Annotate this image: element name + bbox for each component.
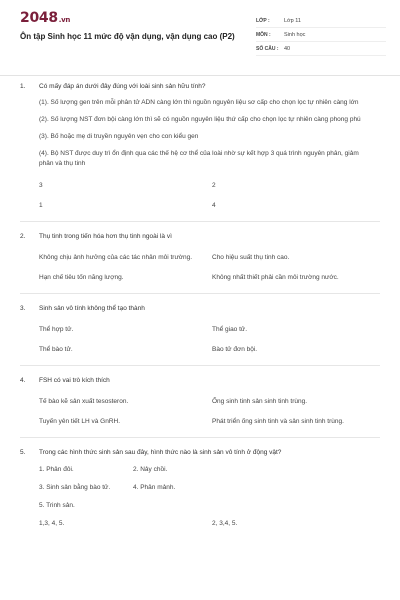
meta-grade: [256, 14, 386, 28]
choice-item: 4. Phân mảnh.: [133, 484, 176, 491]
statement: (2). Số lượng NST đơn bội càng lớn thì sẽ có nguồn nguyên liệu thứ cấp cho chọn lọc tự nhiên càng phong phú: [39, 116, 361, 123]
divider: [20, 221, 380, 222]
question-2: [0, 232, 400, 294]
choice-item: 5. Trinh sản.: [39, 502, 75, 509]
answer-option[interactable]: 3: [39, 182, 43, 189]
answer-option[interactable]: Bào tử đơn bội.: [212, 346, 258, 353]
page-header: [0, 0, 400, 76]
answer-option[interactable]: Ống sinh tinh sản sinh tinh trùng.: [212, 398, 308, 405]
question-number: 2.: [20, 233, 26, 240]
meta-grade-label: LỚP :: [256, 17, 270, 24]
question-number: 4.: [20, 377, 26, 384]
answer-option[interactable]: Không nhất thiết phải cần môi trường nước.: [212, 274, 339, 281]
meta-subject: [256, 28, 386, 42]
question-5: [0, 448, 400, 529]
meta-subject-label: MÔN :: [256, 31, 271, 38]
question-number: 1.: [20, 83, 26, 90]
answer-option[interactable]: 2: [212, 182, 216, 189]
answer-option[interactable]: Không chịu ảnh hưởng của các tác nhân môi trường.: [39, 254, 193, 261]
answer-option[interactable]: 2, 3,4, 5.: [212, 520, 238, 527]
question-text: 4. FSH có vai trò kích thích: [20, 377, 110, 384]
answer-option[interactable]: Thể giao tử.: [212, 326, 248, 333]
question-text: 5. Trong các hình thức sinh sản sau đây, hình thức nào là sinh sản vô tính ở động vật?: [20, 449, 282, 456]
divider: [20, 293, 380, 294]
divider: [20, 437, 380, 438]
answer-option[interactable]: 1,3, 4, 5.: [39, 520, 65, 527]
site-logo[interactable]: 2048.vn: [20, 10, 71, 26]
question-number: 5.: [20, 449, 26, 456]
answer-option[interactable]: Tuyến yên tiết LH và GnRH.: [39, 418, 121, 425]
question-text: 2. Thụ tinh trong tiến hóa hơn thụ tinh ngoài là vì: [20, 233, 172, 240]
page-title: Ôn tập Sinh học 11 mức độ vận dụng, vận dụng cao (P2): [20, 32, 235, 41]
choice-row: [39, 483, 380, 493]
meta-count-label: SỐ CÂU :: [256, 45, 279, 52]
answer-option[interactable]: Tế bào kẽ sản xuất tesosteron.: [39, 398, 129, 405]
choice-item: 1. Phân đôi.: [39, 466, 74, 473]
choice-item: 3. Sinh sản bằng bào tử.: [39, 484, 111, 491]
statement: (4). Bộ NST được duy trì ổn định qua các thế hệ cơ thể của loài nhờ sự kết hợp 3 quá trình nguyên phân, giảm phân và thụ tinh: [39, 150, 359, 167]
answer-options: [39, 325, 380, 355]
meta-subject-value: Sinh học: [284, 31, 306, 38]
choice-item: 2. Nảy chồi.: [133, 466, 168, 473]
answer-option[interactable]: Cho hiệu suất thụ tinh cao.: [212, 254, 290, 261]
meta-grade-value: Lớp 11: [284, 17, 301, 24]
answer-option[interactable]: Thể hợp tử.: [39, 326, 74, 333]
answer-options: [39, 253, 380, 283]
answer-options: [39, 181, 380, 211]
answer-option[interactable]: 1: [39, 202, 43, 209]
choice-row: [39, 465, 380, 475]
question-text: 3. Sinh sản vô tính không thể tạo thành: [20, 305, 145, 312]
answer-option[interactable]: Hạn chế tiêu tốn năng lượng.: [39, 274, 124, 281]
meta-count-value: 40: [284, 45, 291, 52]
choice-row: [39, 501, 380, 511]
question-text: 1. Có mấy đáp án dưới đây đúng với loài sinh sản hữu tính?: [20, 83, 206, 90]
answer-option[interactable]: 4: [212, 202, 216, 209]
statement: (3). Bố hoặc mẹ di truyền nguyên vẹn cho con kiểu gen: [39, 133, 199, 140]
quiz-meta: [256, 14, 386, 56]
answer-options: [39, 397, 380, 427]
answer-option[interactable]: Thể bào tử.: [39, 346, 73, 353]
question-list: [0, 82, 400, 529]
choice-list: [39, 465, 380, 511]
answer-options: [39, 519, 380, 529]
question-3: [0, 304, 400, 366]
question-number: 3.: [20, 305, 26, 312]
answer-option[interactable]: Phát triển ống sinh tinh và sản sinh tinh trùng.: [212, 418, 344, 425]
meta-count: [256, 42, 386, 56]
statement: (1). Số lượng gen trên mỗi phân tử ADN càng lớn thì nguồn nguyên liệu sơ cấp cho chọn lọc tự nhiên càng lớn: [39, 99, 359, 106]
question-4: [0, 376, 400, 438]
question-1: [0, 82, 400, 222]
divider: [20, 365, 380, 366]
